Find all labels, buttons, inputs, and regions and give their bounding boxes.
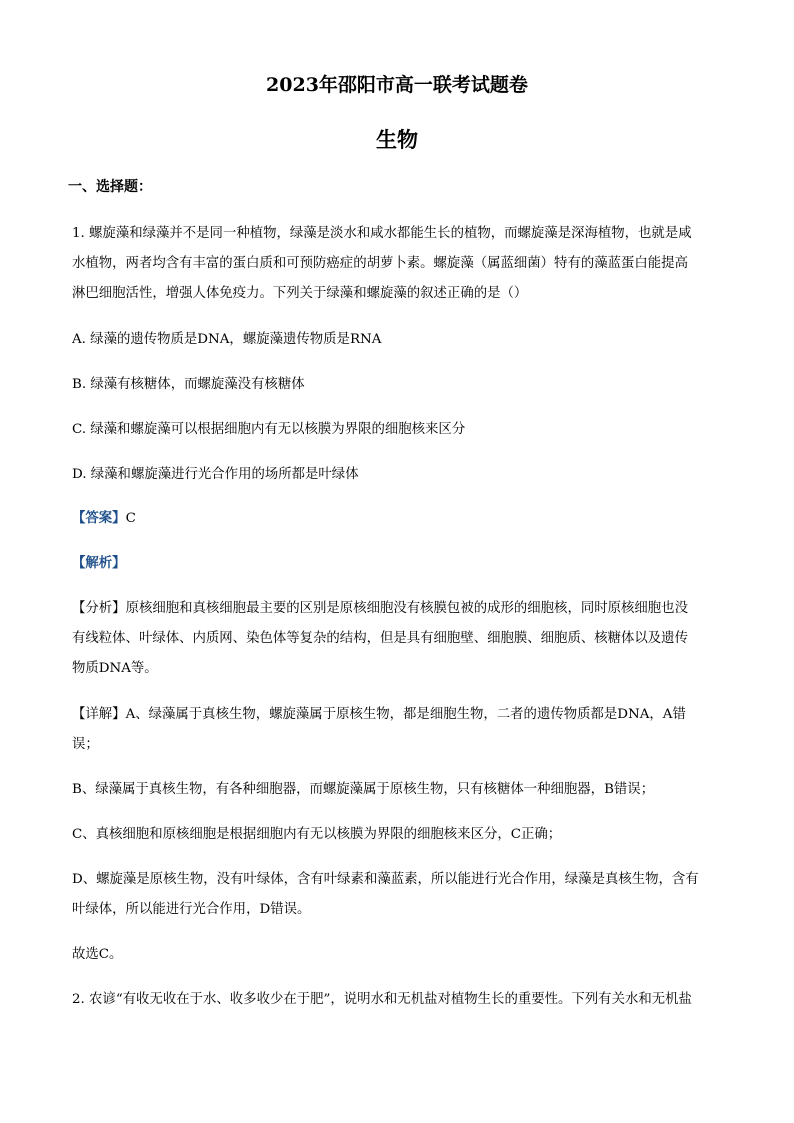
xiangjie-line: C、真核细胞和原核细胞是根据细胞内有无以核膜为界限的细胞核来区分，C正确；	[72, 827, 562, 842]
option-c: C. 绿藻和螺旋藻可以根据细胞内有无以核膜为界限的细胞核来区分	[72, 422, 466, 437]
xiangjie-text: A、绿藻属于真核生物，螺旋藻属于原核生物，都是细胞生物，二者的遗传物质都是DNA，A错	[125, 707, 686, 722]
xiangjie-line: D、螺旋藻是原核生物，没有叶绿体，含有叶绿素和藻蓝素，所以能进行光合作用，绿藻是真核生物，含有	[72, 872, 699, 887]
answer-tag: 【答案】	[72, 510, 126, 526]
fenxi-tag: 【分析】	[72, 601, 126, 616]
question-1-stem-line: 水植物，两者均含有丰富的蛋白质和可预防癌症的胡萝卜素。螺旋藻（属蓝细菌）特有的藻蓝蛋白能提高	[72, 256, 688, 271]
fenxi-line: 物质DNA等。	[72, 661, 158, 676]
conclusion-line: 故选C。	[72, 947, 123, 962]
subject-title: 生物	[376, 127, 418, 152]
exam-title: 2023年邵阳市高一联考试题卷	[266, 74, 528, 96]
fenxi-line	[72, 597, 688, 616]
question-1-stem-line: 淋巴细胞活性，增强人体免疫力。下列关于绿藻和螺旋藻的叙述正确的是（）	[72, 286, 528, 301]
question-2-stem-line: 2. 农谚“有收无收在于水、收多收少在于肥”，说明水和无机盐对植物生长的重要性。下列有关水和无机盐	[72, 992, 692, 1007]
xiangjie-line: 误；	[72, 737, 99, 752]
section-heading: 一、选择题：	[68, 179, 152, 195]
xiangjie-line: B、绿藻属于真核生物，有各种细胞器，而螺旋藻属于原核生物，只有核糖体一种细胞器，B错误；	[72, 782, 655, 797]
analysis-tag: 【解析】	[72, 555, 126, 571]
xiangjie-tag: 【详解】	[72, 707, 126, 722]
fenxi-text: 原核细胞和真核细胞最主要的区别是原核细胞没有核膜包被的成形的细胞核，同时原核细胞也没	[125, 601, 688, 616]
answer-line	[72, 507, 136, 526]
answer-value: C	[125, 511, 136, 526]
analysis-line	[72, 552, 126, 571]
option-d: D. 绿藻和螺旋藻进行光合作用的场所都是叶绿体	[72, 467, 359, 482]
question-1-stem-line: 1. 螺旋藻和绿藻并不是同一种植物，绿藻是淡水和咸水都能生长的植物，而螺旋藻是深海植物，也就是咸	[72, 226, 692, 241]
xiangjie-line	[72, 703, 686, 722]
xiangjie-line: 叶绿体，所以能进行光合作用，D错误。	[72, 902, 311, 917]
fenxi-line: 有线粒体、叶绿体、内质网、染色体等复杂的结构，但是具有细胞壁、细胞膜、细胞质、核糖体以及遗传	[72, 631, 688, 646]
option-a: A. 绿藻的遗传物质是DNA，螺旋藻遗传物质是RNA	[72, 332, 382, 347]
option-b: B. 绿藻有核糖体，而螺旋藻没有核糖体	[72, 377, 305, 392]
